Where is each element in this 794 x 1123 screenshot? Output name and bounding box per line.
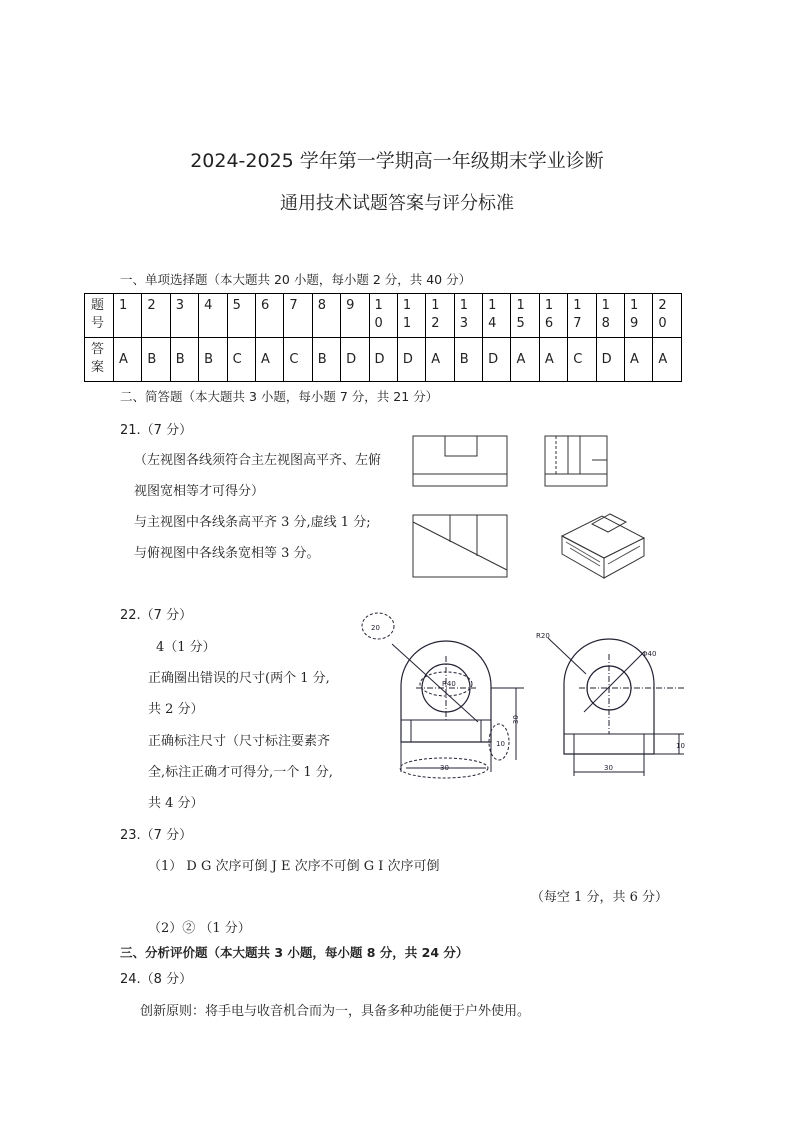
question-number-cell: 1 2 [426, 294, 454, 338]
answer-cell: D [369, 338, 397, 382]
answer-cell: D [397, 338, 425, 382]
page-title: 2024-2025 学年第一学期高一年级期末学业诊断 [190, 150, 604, 172]
dim-r20: R20 [536, 632, 550, 640]
q22-label: 22.（7 分） [120, 608, 193, 623]
page-subtitle: 通用技术试题答案与评分标准 [280, 193, 514, 214]
row-header-answer: 答 案 [85, 338, 114, 382]
q21-text-4: 与俯视图中各线条宽相等 3 分。 [134, 546, 320, 561]
question-number-cell: 1 [114, 294, 142, 338]
dim-30-vert: 30 [512, 715, 520, 724]
answer-cell: C [568, 338, 596, 382]
answer-cell: B [312, 338, 340, 382]
question-number-cell: 1 4 [483, 294, 511, 338]
q22-right-figure [534, 624, 704, 784]
q24-text-1: 创新原则：将手电与收音机合而为一，具备多种功能便于户外使用。 [140, 1004, 531, 1019]
question-number-cell: 7 [284, 294, 312, 338]
answer-table [84, 293, 682, 382]
dim-10-left: 10 [496, 740, 505, 748]
question-number-cell: 1 3 [454, 294, 482, 338]
question-number-cell: 5 [227, 294, 255, 338]
q22-text-6: 共 4 分） [148, 796, 204, 811]
answer-cell: D [341, 338, 369, 382]
q22-text-5: 全,标注正确才可得分,一个 1 分, [148, 765, 333, 780]
question-number-cell: 1 5 [511, 294, 539, 338]
question-number-cell: 1 1 [397, 294, 425, 338]
answer-cell: B [199, 338, 227, 382]
question-number-cell: 1 9 [625, 294, 653, 338]
q21-label: 21.（7 分） [120, 423, 193, 438]
section3-heading: 三、分析评价题（本大题共 3 小题，每小题 8 分，共 24 分） [120, 945, 469, 960]
top-view-drawing [410, 512, 510, 578]
question-number-cell: 1 6 [539, 294, 567, 338]
q23-text-1: （1） D G 次序可倒 J E 次序不可倒 G I 次序可倒 [148, 859, 440, 874]
answer-cell: C [284, 338, 312, 382]
q23-label: 23.（7 分） [120, 828, 193, 843]
row-header-number: 题 号 [85, 294, 114, 338]
question-number-cell: 9 [341, 294, 369, 338]
answer-cell: D [596, 338, 624, 382]
question-number-cell: 1 0 [369, 294, 397, 338]
section2-heading: 二、简答题（本大题共 3 小题，每小题 7 分，共 21 分） [120, 389, 439, 404]
question-number-cell: 4 [199, 294, 227, 338]
section1-heading: 一、单项选择题（本大题共 20 小题，每小题 2 分，共 40 分） [120, 272, 472, 287]
question-number-cell: 2 [142, 294, 170, 338]
answer-cell: B [170, 338, 198, 382]
answer-cell: B [454, 338, 482, 382]
q21-text-1: （左视图各线须符合主左视图高平齐、左俯 [134, 453, 382, 468]
answer-cell: B [142, 338, 170, 382]
question-number-cell: 2 0 [653, 294, 682, 338]
answer-cell: A [539, 338, 567, 382]
answer-cell: A [653, 338, 682, 382]
dim-r40: R40 [442, 680, 456, 688]
q22-text-2: 正确圈出错误的尺寸(两个 1 分, [148, 671, 330, 686]
q22-text-3: 共 2 分） [148, 702, 204, 717]
q23-text-2: （每空 1 分，共 6 分） [530, 890, 668, 905]
question-number-cell: 3 [170, 294, 198, 338]
answer-cell: A [114, 338, 142, 382]
q23-text-3: （2）② （1 分） [148, 921, 251, 936]
answer-cell: D [483, 338, 511, 382]
q22-left-figure [356, 612, 536, 784]
question-number-cell: 6 [255, 294, 283, 338]
q21-text-3: 与主视图中各线条高平齐 3 分,虚线 1 分; [134, 515, 371, 530]
q22-text-1: 4（1 分） [156, 640, 216, 655]
dim-20: 20 [371, 624, 380, 632]
answer-cell: C [227, 338, 255, 382]
question-number-cell: 8 [312, 294, 340, 338]
answer-cell: A [426, 338, 454, 382]
q22-text-4: 正确标注尺寸（尺寸标注要素齐 [148, 734, 331, 749]
question-number-cell: 1 8 [596, 294, 624, 338]
dim-30-right: 30 [604, 764, 613, 772]
dim-10-right: 10 [676, 742, 685, 750]
q21-text-2: 视图宽相等才可得分） [134, 484, 265, 499]
question-number-cell: 1 7 [568, 294, 596, 338]
dim-d40: Φ40 [642, 650, 657, 658]
dim-30-horiz: 30 [440, 764, 449, 772]
front-view-drawing [410, 432, 510, 488]
answer-cell: A [625, 338, 653, 382]
answer-cell: A [255, 338, 283, 382]
answer-cell: A [511, 338, 539, 382]
side-view-drawing [542, 432, 612, 488]
isometric-drawing [552, 508, 652, 584]
q24-label: 24.（8 分） [120, 972, 193, 987]
